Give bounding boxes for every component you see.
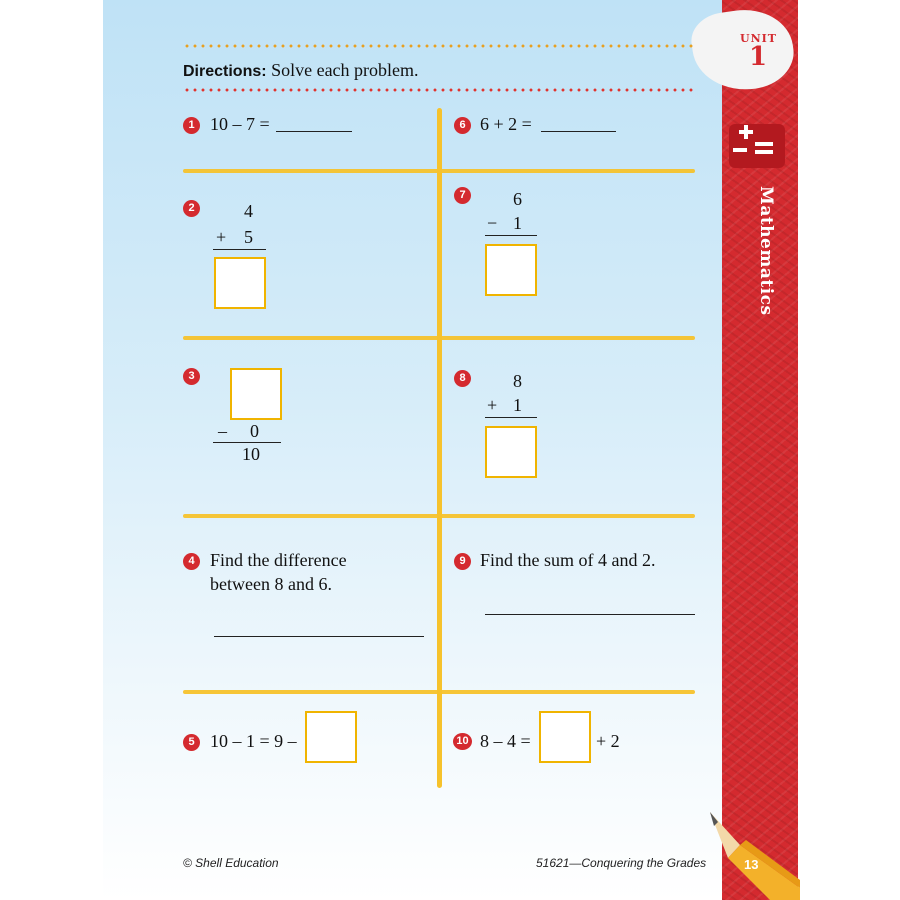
problem-10-right: + 2 xyxy=(596,731,620,751)
directions-text: Solve each problem. xyxy=(271,60,419,80)
problem-number-1: 1 xyxy=(183,117,200,134)
problem-number-10: 10 xyxy=(453,733,472,750)
dotted-rule-top xyxy=(183,44,695,48)
footer-publisher: © Shell Education xyxy=(183,856,279,870)
problem-8-top: 8 xyxy=(513,371,522,391)
dotted-rule-bottom xyxy=(183,88,695,92)
problem-6-text: 6 + 2 = xyxy=(480,114,532,134)
problem-7-operator: − xyxy=(487,213,498,233)
answer-blank-1[interactable] xyxy=(276,131,352,132)
problem-3-bottom: 0 xyxy=(250,421,259,441)
pencil-icon xyxy=(700,800,800,900)
page-number: 13 xyxy=(744,857,759,872)
problem-number-3: 3 xyxy=(183,368,200,385)
row-divider-2 xyxy=(183,336,695,340)
problem-number-6: 6 xyxy=(454,117,471,134)
directions xyxy=(183,60,419,81)
plus-minus-equals-icon xyxy=(727,120,787,170)
problem-number-2: 2 xyxy=(183,200,200,217)
problem-5-text: 10 – 1 = 9 – xyxy=(210,731,297,751)
problem-7-top: 6 xyxy=(513,189,522,209)
column-divider xyxy=(437,108,442,788)
problem-9-text: Find the sum of 4 and 2. xyxy=(480,550,656,570)
problem-3-result: 10 xyxy=(242,444,260,464)
problem-10-left: 8 – 4 = xyxy=(480,731,531,751)
problem-2-operator: + xyxy=(216,227,227,247)
problem-1-text: 10 – 7 = xyxy=(210,114,270,134)
problem-8-sum-line xyxy=(485,417,537,418)
problem-7-sum-line xyxy=(485,235,537,236)
row-divider-1 xyxy=(183,169,695,173)
problem-4-line-2: between 8 and 6. xyxy=(210,574,332,594)
problem-4-line-1: Find the difference xyxy=(210,550,347,570)
problem-3-operator: – xyxy=(218,421,227,441)
problem-2-sum-line xyxy=(213,249,266,250)
problem-number-7: 7 xyxy=(454,187,471,204)
row-divider-3 xyxy=(183,514,695,518)
answer-blank-6[interactable] xyxy=(541,131,616,132)
answer-blank-4[interactable] xyxy=(214,636,424,637)
problem-3-sum-line xyxy=(213,442,281,443)
answer-blank-9[interactable] xyxy=(485,614,695,615)
subject-label: Mathematics xyxy=(756,186,776,316)
answer-box-7[interactable] xyxy=(485,244,537,296)
problem-8-bottom: 1 xyxy=(513,395,522,415)
answer-box-10[interactable] xyxy=(539,711,591,763)
problem-number-4: 4 xyxy=(183,553,200,570)
unit-label: UNIT xyxy=(740,32,777,45)
worksheet-page xyxy=(103,0,798,900)
problem-2-bottom: 5 xyxy=(244,227,253,247)
answer-box-2[interactable] xyxy=(214,257,266,309)
problem-number-5: 5 xyxy=(183,734,200,751)
answer-box-8[interactable] xyxy=(485,426,537,478)
problem-7-bottom: 1 xyxy=(513,213,522,233)
footer-title: 51621—Conquering the Grades xyxy=(536,856,707,870)
problem-number-8: 8 xyxy=(454,370,471,387)
problem-8-operator: + xyxy=(487,395,498,415)
unit-number: 1 xyxy=(749,42,768,72)
directions-label: Directions: xyxy=(183,63,267,80)
answer-box-5[interactable] xyxy=(305,711,357,763)
answer-box-3[interactable] xyxy=(230,368,282,420)
problem-2-top: 4 xyxy=(244,201,253,221)
row-divider-4 xyxy=(183,690,695,694)
problem-number-9: 9 xyxy=(454,553,471,570)
